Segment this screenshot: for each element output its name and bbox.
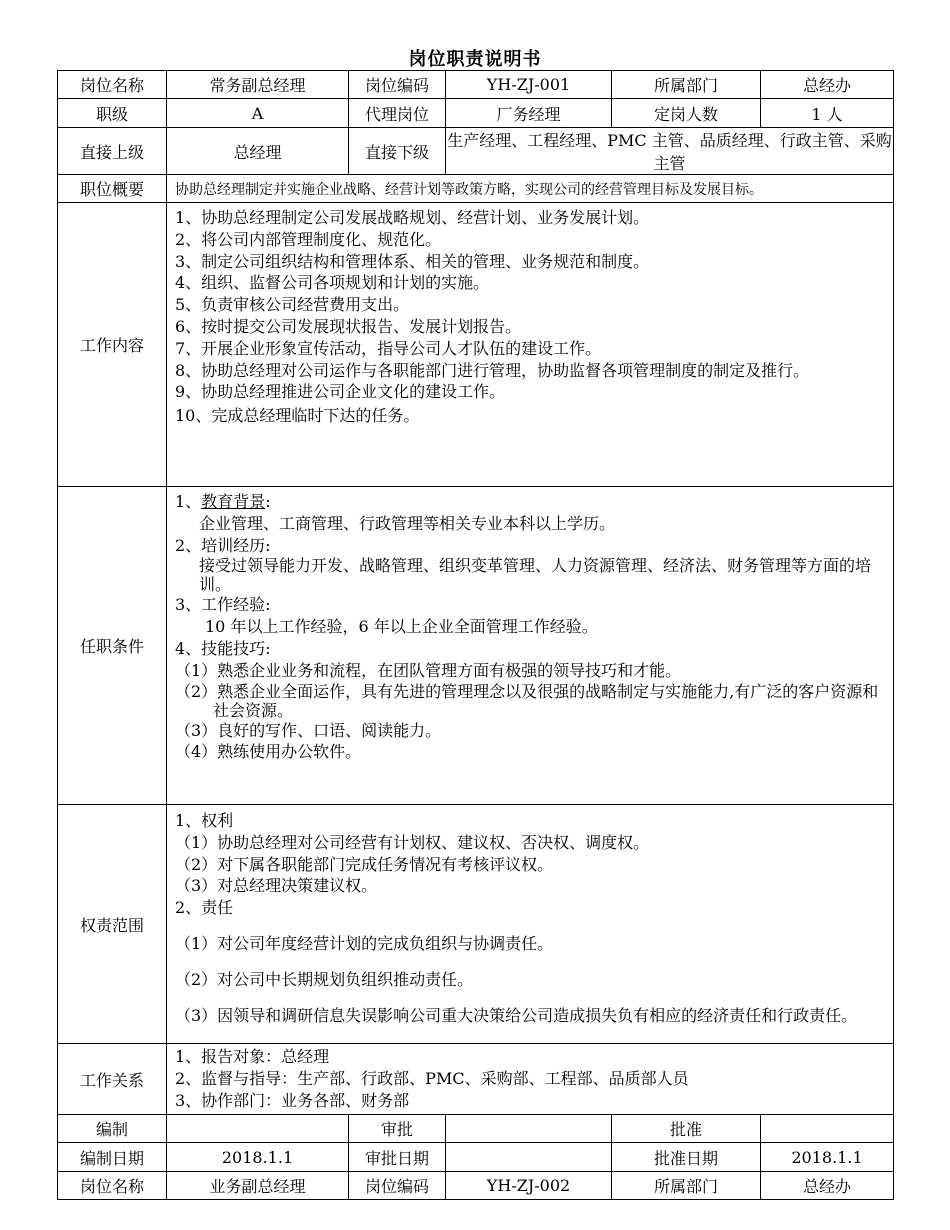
overview-label: 职位概要 bbox=[58, 175, 167, 203]
overview-row bbox=[58, 175, 894, 203]
education-heading: 1、教育背景: bbox=[175, 492, 271, 511]
next-post-name-label: 岗位名称 bbox=[58, 1172, 167, 1200]
header-row-1 bbox=[58, 71, 894, 99]
rights-item: （2）对下属各职能部门完成任务情况有考核评议权。 bbox=[175, 854, 554, 874]
relation-item: 1、报告对象：总经理 bbox=[175, 1047, 330, 1066]
duty-item: （2）对公司中长期规划负组织推动责任。 bbox=[175, 969, 474, 989]
work-item: 1、协助总经理制定公司发展战略规划、经营计划、业务发展计划。 bbox=[175, 208, 650, 227]
work-item: 2、将公司内部管理制度化、规范化。 bbox=[175, 229, 442, 249]
scope-row bbox=[58, 805, 894, 1044]
ratify-date-label: 批准日期 bbox=[612, 1143, 761, 1172]
scope-list bbox=[167, 805, 894, 1044]
deputy-value: 厂务经理 bbox=[446, 99, 612, 128]
relations-row bbox=[58, 1044, 894, 1115]
qualification-list bbox=[167, 487, 894, 805]
work-item: 4、组织、监督公司各项规划和计划的实施。 bbox=[175, 273, 490, 293]
work-item: 6、按时提交公司发展现状报告、发展计划报告。 bbox=[175, 316, 522, 336]
header-row-2 bbox=[58, 99, 894, 128]
dept-value: 总经办 bbox=[761, 71, 894, 99]
compile-value bbox=[167, 1115, 349, 1143]
training-heading: 2、培训经历: bbox=[175, 535, 271, 555]
next-dept-value: 总经办 bbox=[761, 1172, 894, 1200]
deputy-label: 代理岗位 bbox=[349, 99, 446, 128]
headcount-label: 定岗人数 bbox=[612, 99, 761, 128]
approve-date-value bbox=[446, 1143, 612, 1172]
skill-item-continued: 社会资源。 bbox=[213, 700, 294, 720]
skills-heading: 4、技能技巧: bbox=[175, 638, 271, 658]
experience-heading: 3、工作经验: bbox=[175, 595, 271, 615]
level-value: A bbox=[167, 99, 349, 128]
relation-item: 3、协作部门：业务各部、财务部 bbox=[175, 1090, 410, 1110]
work-item: 9、协助总经理推进公司企业文化的建设工作。 bbox=[175, 382, 506, 402]
next-post-name-value: 业务副总经理 bbox=[167, 1172, 349, 1200]
subordinate-value: 生产经理、工程经理、PMC 主管、品质经理、行政主管、采购主管 bbox=[446, 128, 894, 175]
date-row bbox=[58, 1143, 894, 1172]
experience-text: 10 年以上工作经验，6 年以上企业全面管理工作经验。 bbox=[205, 617, 598, 637]
ratify-date-value: 2018.1.1 bbox=[761, 1143, 894, 1172]
skill-item: （4）熟练使用办公软件。 bbox=[175, 742, 362, 762]
superior-label: 直接上级 bbox=[58, 128, 167, 175]
header-row-3 bbox=[58, 128, 894, 175]
skill-item: （2）熟悉企业全面运作，具有先进的管理理念以及很强的战略制定与实施能力,有广泛的客户资源和 bbox=[175, 681, 879, 701]
ratify-label: 批准 bbox=[612, 1115, 761, 1143]
compile-date-value: 2018.1.1 bbox=[167, 1143, 349, 1172]
document-title: 岗位职责说明书 bbox=[408, 49, 542, 70]
post-code-value: YH-ZJ-001 bbox=[446, 71, 612, 99]
relations-label: 工作关系 bbox=[58, 1044, 167, 1115]
relation-item: 2、监督与指导：生产部、行政部、PMC、采购部、工程部、品质部人员 bbox=[175, 1068, 689, 1088]
approve-date-label: 审批日期 bbox=[349, 1143, 446, 1172]
next-dept-label: 所属部门 bbox=[612, 1172, 761, 1200]
headcount-value: 1 人 bbox=[761, 99, 894, 128]
post-code-label: 岗位编码 bbox=[349, 71, 446, 99]
scope-label: 权责范围 bbox=[58, 805, 167, 1044]
work-item: 10、完成总经理临时下达的任务。 bbox=[175, 406, 420, 426]
skill-item: （3）良好的写作、口语、阅读能力。 bbox=[175, 720, 442, 740]
education-text: 企业管理、工商管理、行政管理等相关专业本科以上学历。 bbox=[199, 513, 616, 533]
education-title: 教育背景 bbox=[201, 492, 266, 511]
work-item: 7、开展企业形象宣传活动，指导公司人才队伍的建设工作。 bbox=[175, 338, 602, 358]
duty-item: （1）对公司年度经营计划的完成负组织与协调责任。 bbox=[175, 933, 554, 953]
relations-list bbox=[167, 1044, 894, 1115]
next-post-code-value: YH-ZJ-002 bbox=[446, 1172, 612, 1200]
rights-heading: 1、权利 bbox=[175, 811, 234, 830]
compile-label: 编制 bbox=[58, 1115, 167, 1143]
compile-date-label: 编制日期 bbox=[58, 1143, 167, 1172]
training-text: 接受过领导能力开发、战略管理、组织变革管理、人力资源管理、经济法、财务管理等方面的培训。 bbox=[199, 556, 872, 595]
next-post-row bbox=[58, 1172, 894, 1200]
overview-text: 协助总经理制定并实施企业战略、经营计划等政策方略，实现公司的经营管理目标及发展目标。 bbox=[167, 175, 894, 203]
approve-value bbox=[446, 1115, 612, 1143]
ratify-value bbox=[761, 1115, 894, 1143]
rights-item: （1）协助总经理对公司经营有计划权、建议权、否决权、调度权。 bbox=[175, 832, 650, 852]
subordinate-label: 直接下级 bbox=[349, 128, 446, 175]
post-name-value: 常务副总经理 bbox=[167, 71, 349, 99]
dept-label: 所属部门 bbox=[612, 71, 761, 99]
work-row bbox=[58, 203, 894, 487]
job-description-table bbox=[57, 70, 894, 1200]
rights-item: （3）对总经理决策建议权。 bbox=[175, 876, 378, 896]
post-name-label: 岗位名称 bbox=[58, 71, 167, 99]
skill-item: （1）熟悉企业业务和流程，在团队管理方面有极强的领导技巧和才能。 bbox=[175, 660, 682, 680]
work-list bbox=[167, 203, 894, 487]
work-item: 8、协助总经理对公司运作与各职能部门进行管理，协助监督各项管理制度的制定及推行。 bbox=[175, 360, 810, 380]
level-label: 职级 bbox=[58, 99, 167, 128]
qualification-row bbox=[58, 487, 894, 805]
duty-heading: 2、责任 bbox=[175, 898, 234, 918]
qualification-label: 任职条件 bbox=[58, 487, 167, 805]
work-item: 5、负责审核公司经营费用支出。 bbox=[175, 295, 410, 315]
duty-item: （3）因领导和调研信息失误影响公司重大决策给公司造成损失负有相应的经济责任和行政责任。 bbox=[175, 1005, 858, 1025]
signoff-row bbox=[58, 1115, 894, 1143]
work-item: 3、制定公司组织结构和管理体系、相关的管理、业务规范和制度。 bbox=[175, 251, 650, 271]
next-post-code-label: 岗位编码 bbox=[349, 1172, 446, 1200]
work-label: 工作内容 bbox=[58, 203, 167, 487]
approve-label: 审批 bbox=[349, 1115, 446, 1143]
superior-value: 总经理 bbox=[167, 128, 349, 175]
